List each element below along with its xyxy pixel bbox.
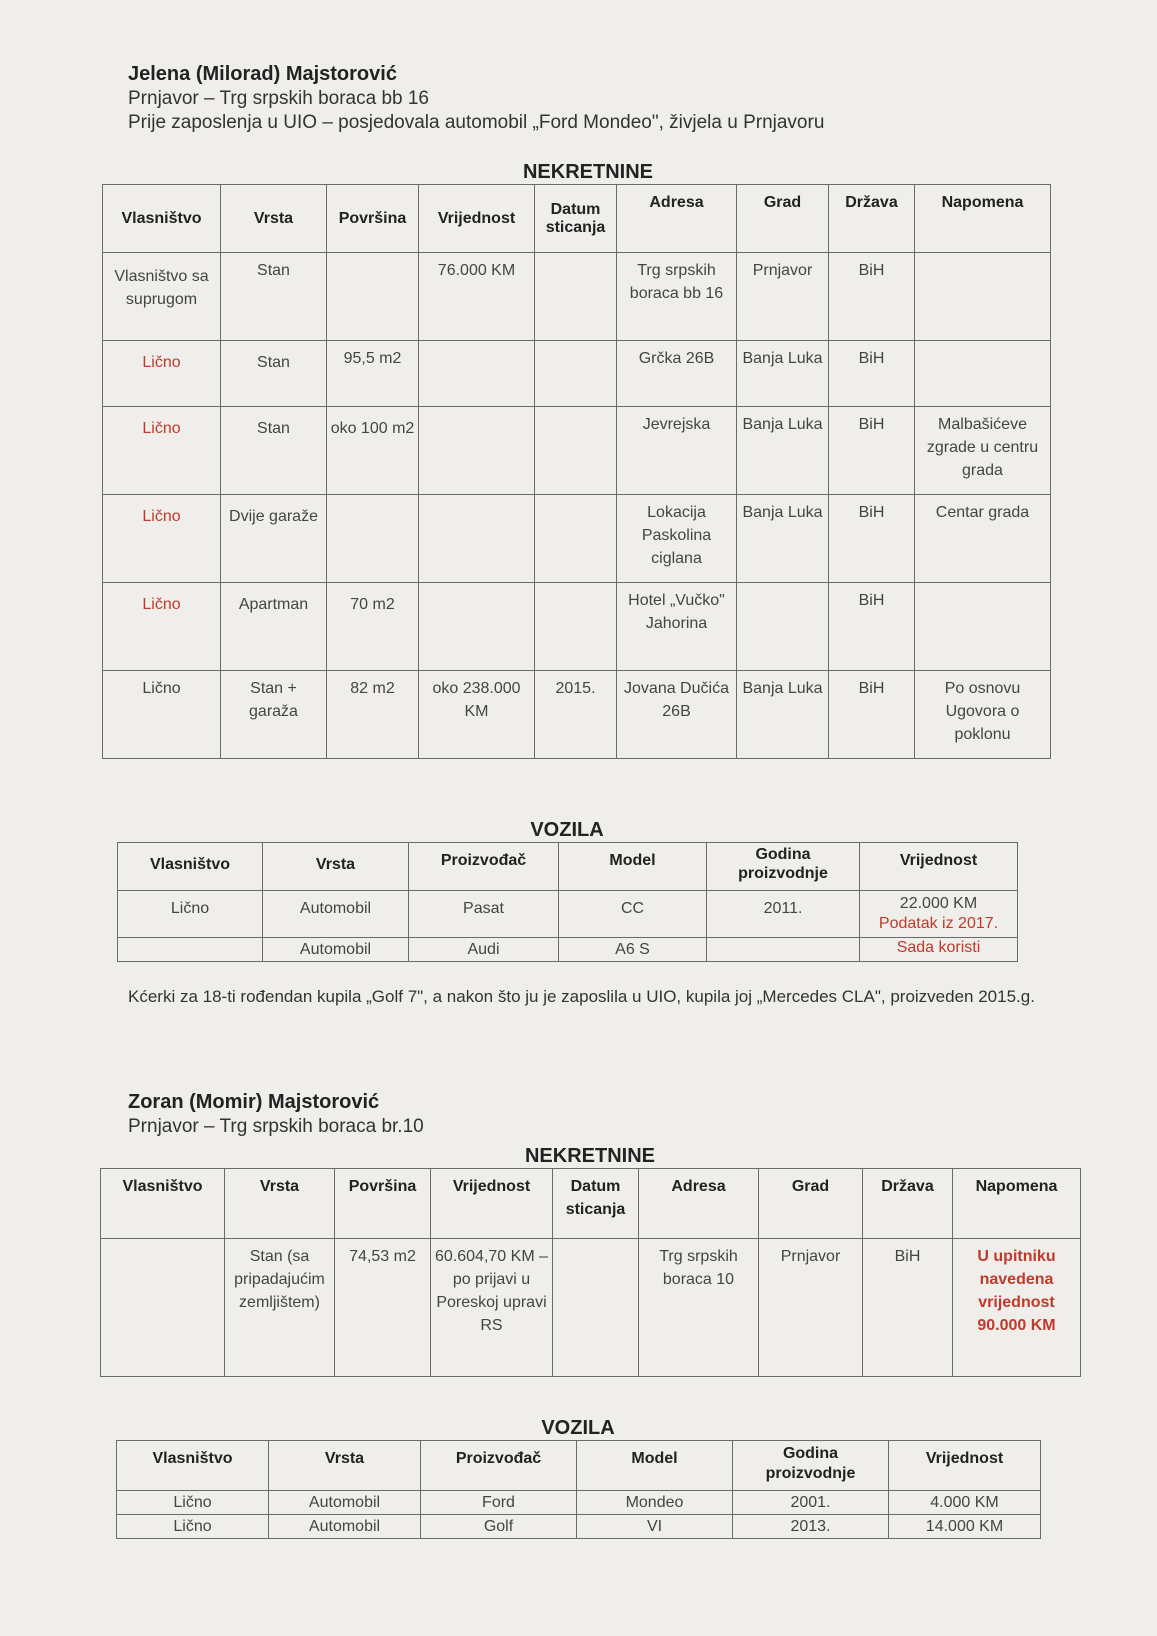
cell-area: oko 100 m2	[327, 407, 419, 495]
cell-date	[535, 407, 617, 495]
cell-date	[553, 1239, 639, 1377]
cell-model: CC	[559, 891, 707, 938]
cell-year: 2011.	[707, 891, 860, 938]
person2-header	[128, 1090, 1028, 1139]
cell-city: Banja Luka	[737, 341, 829, 407]
cell-address: Jovana Dučića 26B	[617, 671, 737, 759]
col-header: Država	[829, 185, 915, 253]
col-header: Datum sticanja	[553, 1169, 639, 1239]
col-header: Proizvođač	[409, 843, 559, 891]
table-row	[103, 583, 1051, 671]
cell-note	[915, 583, 1051, 671]
person1-vehicles-table	[117, 842, 1018, 962]
person1-vehicles-header-row	[118, 843, 1018, 891]
cell-type: Stan	[221, 253, 327, 341]
cell-address: Jevrejska	[617, 407, 737, 495]
cell-type: Automobil	[269, 1515, 421, 1539]
cell-value: 76.000 KM	[419, 253, 535, 341]
table-row	[103, 253, 1051, 341]
person1-realty-header-row	[103, 185, 1051, 253]
cell-ownership: Lično	[103, 671, 221, 759]
cell-ownership: Lično	[118, 891, 263, 938]
col-header: Vrijednost	[889, 1441, 1041, 1491]
person2-realty-header-row	[101, 1169, 1081, 1239]
cell-country: BiH	[829, 583, 915, 671]
cell-type: Stan	[221, 341, 327, 407]
cell-maker: Ford	[421, 1491, 577, 1515]
cell-value	[419, 495, 535, 583]
cell-date: 2015.	[535, 671, 617, 759]
vehicle-value: 22.000 KM	[899, 895, 978, 912]
cell-country: BiH	[829, 407, 915, 495]
person1-vehicles-section	[117, 818, 1017, 962]
table-row	[117, 1515, 1041, 1539]
col-header: Vrsta	[263, 843, 409, 891]
cell-country: BiH	[829, 495, 915, 583]
cell-maker: Pasat	[409, 891, 559, 938]
cell-ownership: Lično	[103, 407, 221, 495]
col-header: Datum sticanja	[535, 185, 617, 253]
cell-type: Automobil	[269, 1491, 421, 1515]
cell-type: Automobil	[263, 891, 409, 938]
cell-address: Trg srpskih boraca bb 16	[617, 253, 737, 341]
table-row	[118, 938, 1018, 962]
person1-vehicles-title: VOZILA	[530, 819, 604, 841]
cell-date	[535, 253, 617, 341]
person2-vehicles-title: VOZILA	[541, 1417, 615, 1439]
person2-vehicles-header-row	[117, 1441, 1041, 1491]
cell-city	[737, 583, 829, 671]
cell-ownership: Lično	[117, 1491, 269, 1515]
table-row	[103, 341, 1051, 407]
col-header: Vlasništvo	[117, 1441, 269, 1491]
cell-value: 4.000 KM	[889, 1491, 1041, 1515]
col-header: Vlasništvo	[118, 843, 263, 891]
cell-value	[419, 407, 535, 495]
cell-ownership	[101, 1239, 225, 1377]
cell-city: Prnjavor	[759, 1239, 863, 1377]
table-row	[103, 495, 1051, 583]
cell-address: Grčka 26B	[617, 341, 737, 407]
cell-area	[327, 253, 419, 341]
cell-ownership: Vlasništvo sa suprugom	[103, 253, 221, 341]
cell-note	[915, 253, 1051, 341]
cell-note: Malbašićeve zgrade u centru grada	[915, 407, 1051, 495]
person1-note: Prije zaposlenja u UIO – posjedovala automobil „Ford Mondeo", živjela u Prnjavoru	[128, 112, 825, 133]
cell-year	[707, 938, 860, 962]
cell-country: BiH	[829, 341, 915, 407]
cell-note	[915, 341, 1051, 407]
cell-type: Dvije garaže	[221, 495, 327, 583]
cell-model: VI	[577, 1515, 733, 1539]
cell-ownership: Lično	[103, 341, 221, 407]
cell-note: Po osnovu Ugovora o poklonu	[915, 671, 1051, 759]
cell-type: Automobil	[263, 938, 409, 962]
table-row	[103, 671, 1051, 759]
vehicle-value-note: Sada koristi	[896, 939, 981, 956]
cell-year: 2001.	[733, 1491, 889, 1515]
cell-ownership: Lično	[103, 495, 221, 583]
cell-type: Stan + garaža	[221, 671, 327, 759]
daughter-note: Kćerki za 18-ti rođendan kupila „Golf 7", a nakon što ju je zaposlila u UIO, kupila joj „Mercedes CLA", proizveden 2015.g.	[128, 987, 1035, 1006]
cell-model: Mondeo	[577, 1491, 733, 1515]
cell-value: 14.000 KM	[889, 1515, 1041, 1539]
cell-value	[860, 938, 1018, 962]
cell-value	[419, 341, 535, 407]
col-header: Vrijednost	[419, 185, 535, 253]
cell-date	[535, 341, 617, 407]
table-row	[101, 1239, 1081, 1377]
cell-country: BiH	[863, 1239, 953, 1377]
person2-realty-table	[100, 1168, 1081, 1377]
table-row	[118, 891, 1018, 938]
cell-address: Trg srpskih boraca 10	[639, 1239, 759, 1377]
cell-area: 74,53 m2	[335, 1239, 431, 1377]
cell-year: 2013.	[733, 1515, 889, 1539]
col-header: Vrijednost	[431, 1169, 553, 1239]
daughter-note-block	[128, 984, 1048, 1010]
cell-area	[327, 495, 419, 583]
col-header: Napomena	[915, 185, 1051, 253]
cell-value	[860, 891, 1018, 938]
col-header: Vrsta	[225, 1169, 335, 1239]
cell-type: Apartman	[221, 583, 327, 671]
person1-realty-table	[102, 184, 1051, 759]
col-header: Vlasništvo	[103, 185, 221, 253]
cell-area: 95,5 m2	[327, 341, 419, 407]
col-header: Vrsta	[269, 1441, 421, 1491]
cell-area: 70 m2	[327, 583, 419, 671]
cell-value: oko 238.000 KM	[419, 671, 535, 759]
cell-city: Banja Luka	[737, 407, 829, 495]
cell-city: Banja Luka	[737, 671, 829, 759]
cell-type: Stan	[221, 407, 327, 495]
cell-country: BiH	[829, 253, 915, 341]
person2-name: Zoran (Momir) Majstorović	[128, 1091, 380, 1113]
col-header: Adresa	[639, 1169, 759, 1239]
person2-vehicles-table	[116, 1440, 1041, 1539]
col-header: Grad	[737, 185, 829, 253]
col-header: Napomena	[953, 1169, 1081, 1239]
cell-value: 60.604,70 KM – po prijavi u Poreskoj upravi RS	[431, 1239, 553, 1377]
col-header: Model	[577, 1441, 733, 1491]
cell-note: U upitniku navedena vrijednost 90.000 KM	[953, 1239, 1081, 1377]
person1-name: Jelena (Milorad) Majstorović	[128, 63, 397, 85]
col-header: Vrsta	[221, 185, 327, 253]
table-row	[117, 1491, 1041, 1515]
person2-realty-title: NEKRETNINE	[524, 1145, 655, 1167]
cell-date	[535, 583, 617, 671]
col-header: Adresa	[617, 185, 737, 253]
cell-date	[535, 495, 617, 583]
col-header: Grad	[759, 1169, 863, 1239]
cell-address: Hotel „Vučko" Jahorina	[617, 583, 737, 671]
cell-city: Banja Luka	[737, 495, 829, 583]
cell-ownership: Lično	[103, 583, 221, 671]
person2-vehicles-section	[116, 1416, 1040, 1539]
col-header: Država	[863, 1169, 953, 1239]
person1-address: Prnjavor – Trg srpskih boraca bb 16	[128, 88, 429, 109]
cell-maker: Golf	[421, 1515, 577, 1539]
col-header: Godina proizvodnje	[707, 843, 860, 891]
col-header: Godina proizvodnje	[733, 1441, 889, 1491]
person1-header	[128, 62, 1028, 135]
cell-country: BiH	[829, 671, 915, 759]
cell-ownership	[118, 938, 263, 962]
person2-realty-section	[100, 1144, 1080, 1377]
cell-value	[419, 583, 535, 671]
cell-area: 82 m2	[327, 671, 419, 759]
cell-type: Stan (sa pripadajućim zemljištem)	[225, 1239, 335, 1377]
person2-address: Prnjavor – Trg srpskih boraca br.10	[128, 1116, 424, 1137]
person1-realty-section	[102, 160, 1050, 759]
table-row	[103, 407, 1051, 495]
cell-ownership: Lično	[117, 1515, 269, 1539]
col-header: Model	[559, 843, 707, 891]
cell-city: Prnjavor	[737, 253, 829, 341]
col-header: Vrijednost	[860, 843, 1018, 891]
person1-realty-title: NEKRETNINE	[522, 161, 653, 183]
cell-address: Lokacija Paskolina ciglana	[617, 495, 737, 583]
cell-maker: Audi	[409, 938, 559, 962]
cell-model: A6 S	[559, 938, 707, 962]
col-header: Površina	[335, 1169, 431, 1239]
vehicle-value-note: Podatak iz 2017.	[878, 915, 999, 932]
col-header: Proizvođač	[421, 1441, 577, 1491]
col-header: Vlasništvo	[101, 1169, 225, 1239]
cell-note: Centar grada	[915, 495, 1051, 583]
col-header: Površina	[327, 185, 419, 253]
